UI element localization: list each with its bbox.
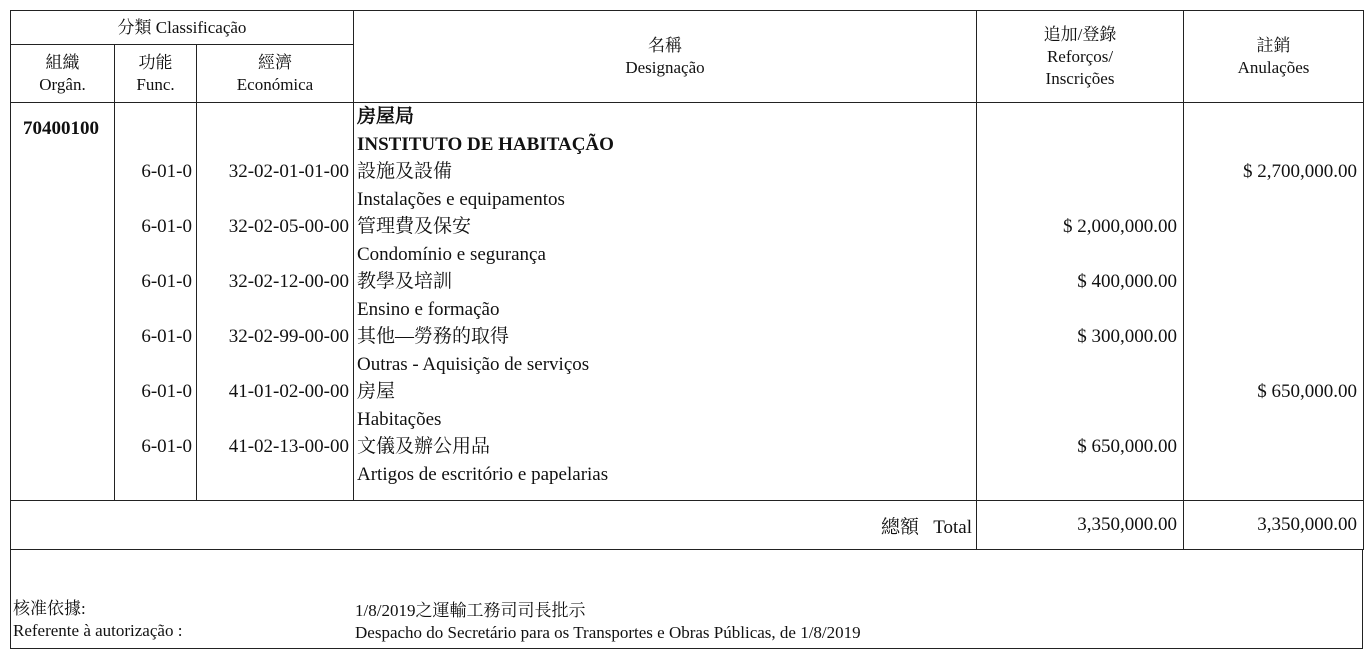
econ-code: 41-01-02-00-00: [228, 381, 349, 402]
func-header: [115, 45, 197, 103]
func-header-pt: Func.: [136, 74, 175, 94]
econ-code: 41-02-13-00-00: [228, 436, 349, 457]
authorization-label: [13, 598, 182, 642]
func-code: 6-01-0: [141, 216, 192, 237]
item-name-pt: Condomínio e segurança: [357, 243, 546, 265]
reinforcements-header-pt1: Reforços/: [1046, 46, 1114, 66]
header-row-1: [11, 11, 1364, 45]
func-column: [115, 103, 197, 501]
entity-name-zh: 房屋局: [357, 106, 415, 127]
reinforcement-amount: $ 300,000.00: [1077, 326, 1177, 347]
annulment-amount: [1184, 433, 1363, 461]
func-code: 6-01-0: [141, 326, 192, 347]
econ-header-zh: 經濟: [258, 52, 292, 72]
econ-code: 32-02-05-00-00: [228, 216, 349, 237]
organ-header: [11, 45, 115, 103]
organ-column: [11, 103, 115, 501]
classification-header: 分類 Classificação: [11, 11, 354, 45]
total-row: [11, 501, 1364, 550]
reinforcement-amount: $ 2,000,000.00: [1063, 216, 1177, 237]
total-label: [11, 501, 977, 550]
authorization-value-zh: 1/8/2019之運輸工務司司長批示: [355, 601, 586, 620]
func-code: 6-01-0: [141, 271, 192, 292]
econ-code: 32-02-01-01-00: [228, 161, 349, 182]
annulment-amount: [1184, 323, 1363, 351]
designation-header-pt: Designação: [625, 57, 705, 77]
reinforcements-header-pt2: Inscrições: [1045, 68, 1115, 88]
annulment-amount: [1184, 213, 1363, 241]
func-header-zh: 功能: [138, 52, 173, 72]
total-label-zh: 總額: [880, 516, 919, 538]
budget-document: [10, 10, 1363, 649]
func-code: 6-01-0: [141, 381, 192, 402]
item-name-zh: 教學及培訓: [357, 271, 453, 292]
func-code: 6-01-0: [141, 161, 192, 182]
item-name-zh: 管理費及保安: [357, 216, 472, 237]
econ-column: [197, 103, 354, 501]
authorization-label-zh: 核准依據:: [13, 599, 86, 618]
reinforcements-column: [977, 103, 1184, 501]
item-name-pt: Habitações: [357, 408, 442, 430]
item-name-zh: 設施及設備: [357, 161, 453, 182]
item-name-zh: 其他—勞務的取得: [357, 326, 510, 347]
econ-header: [197, 45, 354, 103]
organ-header-zh: 組織: [45, 52, 80, 72]
designation-header: [354, 11, 977, 103]
designation-column: [354, 103, 977, 501]
item-name-pt: Ensino e formação: [357, 298, 500, 320]
reinforcement-amount: $ 400,000.00: [1077, 271, 1177, 292]
econ-code: 32-02-99-00-00: [228, 326, 349, 347]
econ-header-pt: Económica: [236, 74, 314, 94]
annulment-amount: $ 2,700,000.00: [1243, 161, 1357, 182]
annulments-header-zh: 註銷: [1256, 35, 1291, 55]
annulments-header-pt: Anulações: [1237, 57, 1310, 77]
organ-code: 70400100: [23, 118, 99, 139]
econ-code: 32-02-12-00-00: [228, 271, 349, 292]
body-row: [11, 103, 1364, 501]
authorization-label-pt: Referente à autorização :: [13, 621, 183, 640]
item-name-zh: 房屋: [357, 381, 396, 402]
total-label-pt: Total: [933, 516, 972, 538]
reinforcement-amount: [977, 158, 1183, 186]
organ-header-pt: Orgân.: [39, 74, 86, 94]
func-code: 6-01-0: [141, 436, 192, 457]
authorization-value-pt: Despacho do Secretário para os Transportes e Obras Públicas, de 1/8/2019: [355, 623, 861, 642]
item-name-pt: Instalações e equipamentos: [357, 188, 565, 210]
item-name-pt: Outras - Aquisição de serviços: [357, 353, 590, 375]
annulment-amount: $ 650,000.00: [1257, 381, 1357, 402]
reinforcements-header-zh: 追加/登錄: [1043, 24, 1117, 44]
annulments-header: [1184, 11, 1364, 103]
total-annulments: 3,350,000.00: [1184, 501, 1364, 550]
authorization-footer: [10, 550, 1363, 649]
item-name-pt: Artigos de escritório e papelarias: [357, 463, 609, 485]
entity-name-pt: INSTITUTO DE HABITAÇÃO: [357, 133, 614, 155]
authorization-value: [355, 600, 861, 644]
budget-table: [10, 10, 1364, 550]
designation-header-zh: 名稱: [648, 35, 682, 55]
item-name-zh: 文儀及辦公用品: [357, 436, 491, 457]
reinforcement-amount: $ 650,000.00: [1077, 436, 1177, 457]
reinforcements-header: [977, 11, 1184, 103]
annulment-amount: [1184, 268, 1363, 296]
total-reinforcements: 3,350,000.00: [977, 501, 1184, 550]
annulments-column: [1184, 103, 1364, 501]
reinforcement-amount: [977, 378, 1183, 406]
